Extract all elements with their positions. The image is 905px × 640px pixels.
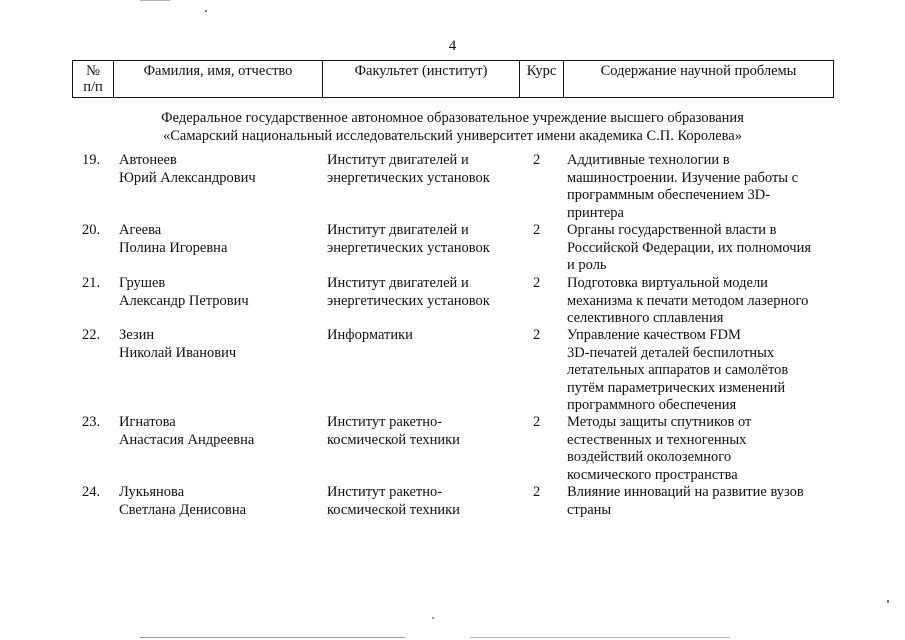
- entry-number: 21.: [82, 275, 101, 291]
- entry-number: 24.: [82, 484, 101, 500]
- entry-problem-line: программного обеспечения: [567, 397, 737, 413]
- entry-surname: Лукьянова: [119, 484, 185, 500]
- entry-course: 2: [533, 414, 541, 430]
- scan-artifact: [205, 10, 207, 12]
- entry-name: [119, 414, 319, 449]
- entry-given-name: Анастасия Андреевна: [119, 431, 255, 448]
- entry-problem-line: селективного сплавления: [567, 310, 724, 326]
- entry-course: 2: [533, 327, 541, 343]
- entry-course: 2: [533, 484, 541, 500]
- entry-name: [119, 275, 319, 310]
- entry-problem-line: Подготовка виртуальной модели: [567, 275, 768, 291]
- entry-problem: [567, 484, 832, 519]
- entry-surname: Агеева: [119, 222, 162, 238]
- header-number: [73, 61, 114, 98]
- entry-problem-line: естественных и техногенных: [567, 431, 747, 448]
- entry-problem-line: летательных аппаратов и самолётов: [567, 362, 789, 378]
- organization-title: [72, 109, 833, 145]
- entry-faculty-line: космической техники: [327, 501, 460, 518]
- entry-faculty: [327, 275, 522, 310]
- header-row: [73, 61, 834, 98]
- entry-surname: Игнатова: [119, 414, 176, 430]
- entry-problem-line: и роль: [567, 257, 607, 273]
- entry-faculty-line: космической техники: [327, 431, 460, 448]
- entry-surname: Грушев: [119, 275, 166, 291]
- entry-faculty-line: энергетических установок: [327, 169, 490, 186]
- entry-problem-line: Влияние инноваций на развитие вузов: [567, 484, 804, 500]
- entry-faculty: [327, 222, 522, 257]
- header-full-name: Фамилия, имя, отчество: [114, 61, 323, 98]
- entry-problem-line: путём параметрических изменений: [567, 379, 786, 396]
- entry-given-name: Юрий Александрович: [119, 169, 256, 186]
- entry-faculty-line: Информатики: [327, 327, 413, 343]
- entry-faculty-line: Институт двигателей и: [327, 152, 469, 168]
- scan-artifact: [887, 600, 889, 603]
- table-header: [72, 60, 834, 98]
- entry-problem-line: Управление качеством FDM: [567, 327, 741, 343]
- organization-line: Федеральное государственное автономное образовательное учреждение высшего образования: [161, 110, 744, 126]
- entry-given-name: Полина Игоревна: [119, 239, 228, 256]
- entry-name: [119, 484, 319, 519]
- header-course: Курс: [520, 61, 564, 98]
- entry-number: 22.: [82, 327, 101, 343]
- entry-faculty-line: Институт ракетно-: [327, 484, 443, 500]
- header-number-line: п/п: [83, 79, 103, 95]
- scan-artifact: [140, 637, 405, 638]
- organization-line: «Самарский национальный исследовательский университет имени академика С.П. Королева»: [162, 128, 742, 144]
- entry-faculty: [327, 484, 522, 519]
- entry-problem-line: 3D-печатей деталей беспилотных: [567, 344, 775, 361]
- entry-faculty-line: Институт двигателей и: [327, 222, 469, 238]
- entry-number: 19.: [82, 152, 101, 168]
- entry-problem-line: машиностроении. Изучение работы с: [567, 169, 799, 186]
- entry-problem-line: Российской Федерации, их полномочия: [567, 239, 812, 256]
- entry-problem: [567, 152, 832, 222]
- entry-problem: [567, 414, 832, 484]
- scan-artifact: [470, 637, 730, 638]
- entry-course: 2: [533, 275, 541, 291]
- entry-number: 23.: [82, 414, 101, 430]
- entry-problem-line: принтера: [567, 204, 624, 221]
- entry-name: [119, 327, 319, 362]
- entry-number: 20.: [82, 222, 101, 238]
- entry-faculty: [327, 327, 522, 345]
- entry-problem-line: Органы государственной власти в: [567, 222, 777, 238]
- entry-faculty-line: Институт ракетно-: [327, 414, 443, 430]
- scan-artifact: [432, 617, 434, 619]
- entry-problem: [567, 327, 832, 415]
- entry-faculty: [327, 152, 522, 187]
- entry-problem-line: воздействий околоземного: [567, 449, 732, 465]
- page-number: 4: [448, 38, 457, 54]
- entry-problem-line: космического пространства: [567, 466, 738, 483]
- scan-artifact: [140, 0, 170, 1]
- entry-given-name: Николай Иванович: [119, 344, 237, 361]
- entry-surname: Автонеев: [119, 152, 177, 168]
- entry-problem-line: страны: [567, 501, 612, 518]
- entry-problem: [567, 222, 832, 275]
- entry-name: [119, 222, 319, 257]
- header-number-line: №: [86, 63, 100, 79]
- entry-problem-line: Методы защиты спутников от: [567, 414, 752, 430]
- header-problem: Содержание научной проблемы: [564, 61, 834, 98]
- entry-problem-line: Аддитивные технологии в: [567, 152, 730, 168]
- entry-course: 2: [533, 152, 541, 168]
- entry-given-name: Светлана Денисовна: [119, 501, 247, 518]
- entry-given-name: Александр Петрович: [119, 292, 249, 309]
- entry-problem-line: программным обеспечением 3D-: [567, 187, 771, 203]
- entry-problem-line: механизма к печати методом лазерного: [567, 292, 809, 309]
- entry-surname: Зезин: [119, 327, 155, 343]
- entry-faculty: [327, 414, 522, 449]
- entry-faculty-line: энергетических установок: [327, 239, 490, 256]
- entry-name: [119, 152, 319, 187]
- entry-course: 2: [533, 222, 541, 238]
- header-faculty: Факультет (институт): [323, 61, 520, 98]
- entry-problem: [567, 275, 832, 328]
- entry-faculty-line: энергетических установок: [327, 292, 490, 309]
- entry-faculty-line: Институт двигателей и: [327, 275, 469, 291]
